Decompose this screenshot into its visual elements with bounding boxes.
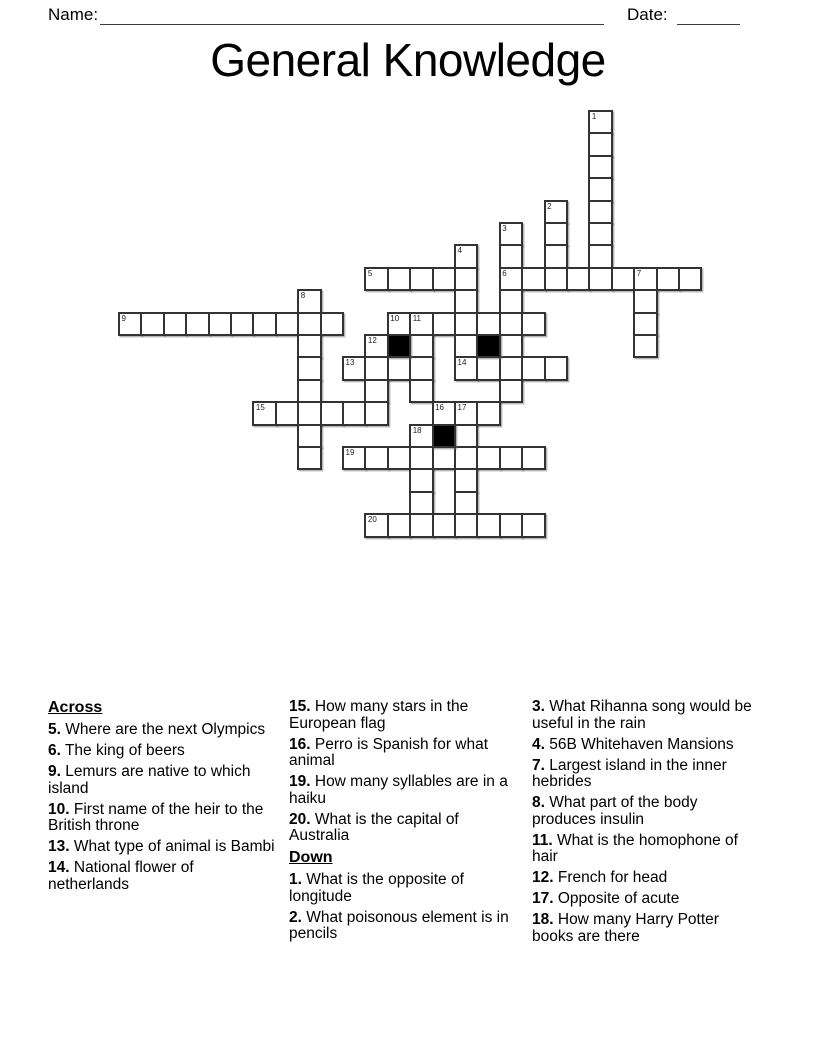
- clue: [289, 699, 517, 732]
- grid-cell-number: 3: [502, 224, 507, 233]
- grid-cell-number: 12: [367, 336, 377, 345]
- grid-cell-number: 15: [255, 403, 265, 413]
- grid-cell-number: 1: [591, 112, 597, 121]
- grid-cell-number: 18: [412, 425, 422, 435]
- grid-cell[interactable]: [387, 312, 411, 336]
- grid-cell[interactable]: [588, 222, 612, 246]
- clue: [48, 743, 276, 760]
- grid-cell[interactable]: [163, 312, 187, 336]
- clue-number: 6.: [48, 742, 61, 759]
- grid-cell-number: 16: [435, 403, 444, 413]
- grid-cell-number: 17: [457, 403, 467, 413]
- grid-cell-number: 19: [345, 448, 355, 457]
- grid-cell[interactable]: [297, 379, 321, 403]
- grid-black-cell: [476, 334, 500, 358]
- clue-text: What Rihanna song would be useful in the rain: [532, 698, 752, 732]
- clue-text: Opposite of acute: [553, 890, 680, 907]
- clue-text: What is the homophone of hair: [532, 831, 738, 865]
- grid-cell[interactable]: [633, 334, 657, 358]
- clue-column-3: [532, 699, 760, 950]
- clue: [289, 872, 517, 905]
- grid-cell[interactable]: [208, 312, 232, 336]
- clue-text: What poisonous element is in pencils: [289, 908, 509, 942]
- clue-number: 14.: [48, 859, 70, 876]
- grid-cell[interactable]: [476, 356, 500, 380]
- clue-text: What is the opposite of longitude: [289, 871, 464, 905]
- clue-text: How many Harry Potter books are there: [532, 911, 719, 945]
- clue: [532, 795, 760, 828]
- clue: [532, 912, 760, 945]
- clue: [532, 833, 760, 866]
- grid-cell[interactable]: [409, 468, 433, 492]
- grid-cell-number: 7: [636, 268, 642, 278]
- grid-cell[interactable]: [432, 267, 456, 291]
- grid-cell[interactable]: [499, 379, 523, 403]
- grid-cell[interactable]: [678, 267, 702, 291]
- grid-cell-number: 4: [457, 246, 462, 256]
- clue-number: 20.: [289, 810, 311, 828]
- grid-cell[interactable]: [499, 222, 523, 246]
- clue-text: Largest island in the inner hebrides: [532, 756, 727, 790]
- grid-cell[interactable]: [364, 267, 388, 291]
- name-blank-line: [100, 4, 604, 25]
- clue-text: Where are the next Olympics: [60, 721, 266, 738]
- grid-cell[interactable]: [633, 289, 657, 313]
- grid-cell[interactable]: [521, 267, 545, 291]
- clue-text: French for head: [553, 869, 668, 886]
- grid-cell[interactable]: [364, 356, 388, 380]
- grid-cell[interactable]: [521, 446, 545, 470]
- grid-cell[interactable]: [364, 513, 388, 537]
- clue-text: What is the capital of Australia: [289, 810, 459, 844]
- clue: [48, 764, 276, 797]
- grid-cell[interactable]: [364, 334, 388, 358]
- grid-cell[interactable]: [387, 356, 411, 380]
- clue-number: 12.: [532, 869, 554, 886]
- date-blank-line: [677, 4, 740, 25]
- grid-cell[interactable]: [387, 513, 411, 537]
- clue-number: 13.: [48, 838, 70, 855]
- grid-cell[interactable]: [185, 312, 209, 336]
- grid-cell[interactable]: [409, 424, 433, 448]
- grid-cell[interactable]: [342, 401, 366, 425]
- clue-number: 18.: [532, 911, 554, 928]
- grid-cell[interactable]: [387, 267, 411, 291]
- grid-cell[interactable]: [566, 267, 590, 291]
- clue: [289, 910, 517, 943]
- clue-number: 1.: [289, 871, 302, 888]
- clue: [48, 802, 276, 835]
- grid-cell[interactable]: [588, 132, 612, 156]
- grid-black-cell: [387, 334, 411, 358]
- clue-number: 9.: [48, 763, 61, 780]
- grid-cell[interactable]: [297, 424, 321, 448]
- grid-cell[interactable]: [252, 312, 276, 336]
- grid-cell[interactable]: [544, 222, 568, 246]
- grid-cell[interactable]: [499, 446, 523, 470]
- clue: [532, 758, 760, 791]
- grid-cell[interactable]: [454, 401, 478, 425]
- clue-number: 5.: [48, 721, 61, 738]
- grid-cell[interactable]: [521, 513, 545, 537]
- grid-cell[interactable]: [252, 401, 276, 425]
- grid-cell-number: 11: [412, 313, 421, 323]
- grid-cell[interactable]: [544, 267, 568, 291]
- grid-cell[interactable]: [544, 200, 568, 224]
- grid-cell[interactable]: [297, 289, 321, 313]
- name-label: Name:: [48, 5, 99, 24]
- grid-cell[interactable]: [409, 356, 433, 380]
- grid-cell[interactable]: [342, 356, 366, 380]
- grid-cell[interactable]: [409, 446, 433, 470]
- clue-text: Perro is Spanish for what animal: [289, 735, 489, 769]
- grid-cell[interactable]: [476, 312, 500, 336]
- grid-cell[interactable]: [320, 312, 344, 336]
- grid-cell[interactable]: [432, 513, 456, 537]
- clue: [532, 699, 760, 732]
- clue: [532, 891, 760, 908]
- grid-cell-number: 5: [367, 268, 373, 278]
- grid-cell[interactable]: [454, 424, 478, 448]
- grid-cell[interactable]: [499, 334, 523, 358]
- grid-black-cell: [432, 424, 456, 448]
- grid-cell[interactable]: [499, 513, 523, 537]
- grid-cell[interactable]: [297, 401, 321, 425]
- date-label: Date:: [627, 5, 668, 24]
- grid-cell[interactable]: [364, 401, 388, 425]
- grid-cell[interactable]: [454, 468, 478, 492]
- down-heading: Down: [289, 849, 333, 866]
- clue-column-2: [289, 699, 517, 947]
- grid-cell[interactable]: [409, 267, 433, 291]
- clue: [289, 737, 517, 770]
- grid-cell[interactable]: [633, 312, 657, 336]
- grid-cell[interactable]: [588, 244, 612, 268]
- grid-cell[interactable]: [297, 356, 321, 380]
- clue-number: 17.: [532, 890, 554, 907]
- clue: [289, 812, 517, 845]
- grid-cell[interactable]: [432, 312, 456, 336]
- grid-cell[interactable]: [140, 312, 164, 336]
- grid-cell[interactable]: [454, 312, 478, 336]
- clue-number: 10.: [48, 800, 70, 818]
- grid-cell[interactable]: [499, 244, 523, 268]
- grid-cell[interactable]: [409, 491, 433, 515]
- clue-number: 3.: [532, 698, 545, 715]
- grid-cell[interactable]: [476, 401, 500, 425]
- clue-number: 16.: [289, 735, 311, 753]
- grid-cell[interactable]: [342, 446, 366, 470]
- grid-cell[interactable]: [364, 379, 388, 403]
- clue-text: How many stars in the European flag: [289, 698, 469, 732]
- grid-cell[interactable]: [409, 334, 433, 358]
- grid-cell[interactable]: [454, 289, 478, 313]
- grid-cell[interactable]: [499, 289, 523, 313]
- grid-cell[interactable]: [454, 446, 478, 470]
- grid-cell-number: 2: [547, 201, 552, 211]
- page-title: General Knowledge: [210, 34, 606, 86]
- grid-cell[interactable]: [454, 267, 478, 291]
- grid-cell[interactable]: [544, 244, 568, 268]
- grid-cell[interactable]: [454, 244, 478, 268]
- clue-text: How many syllables are in a haiku: [289, 773, 508, 807]
- grid-cell[interactable]: [297, 334, 321, 358]
- grid-cell-number: 9: [121, 313, 126, 323]
- grid-cell[interactable]: [230, 312, 254, 336]
- grid-cell[interactable]: [387, 446, 411, 470]
- grid-cell[interactable]: [521, 356, 545, 380]
- grid-cell[interactable]: [454, 356, 478, 380]
- grid-cell[interactable]: [611, 267, 635, 291]
- clue-number: 2.: [289, 908, 302, 926]
- grid-cell-number: 10: [390, 313, 400, 323]
- grid-cell[interactable]: [588, 267, 612, 291]
- clue-number: 15.: [289, 698, 311, 715]
- grid-cell[interactable]: [656, 267, 680, 291]
- grid-cell[interactable]: [521, 312, 545, 336]
- grid-cell[interactable]: [633, 267, 657, 291]
- clue: [48, 860, 276, 893]
- clue-number: 19.: [289, 773, 311, 790]
- grid-cell[interactable]: [499, 356, 523, 380]
- clue-number: 7.: [532, 756, 545, 774]
- clue-column-1: [48, 699, 276, 898]
- grid-cell[interactable]: [454, 491, 478, 515]
- clue-number: 11.: [532, 831, 553, 849]
- grid-cell[interactable]: [275, 312, 299, 336]
- grid-cell[interactable]: [432, 401, 456, 425]
- grid-cell[interactable]: [588, 110, 612, 134]
- grid-cell[interactable]: [297, 312, 321, 336]
- grid-cell[interactable]: [454, 334, 478, 358]
- grid-cell-number: 14: [457, 358, 467, 368]
- clue-text: Lemurs are native to which island: [48, 763, 251, 797]
- grid-cell[interactable]: [588, 177, 612, 201]
- grid-cell[interactable]: [499, 312, 523, 336]
- clue-text: The king of beers: [60, 742, 185, 759]
- grid-cell-number: 13: [345, 358, 355, 368]
- grid-cell[interactable]: [409, 312, 433, 336]
- clue-number: 8.: [532, 794, 545, 811]
- across-heading: Across: [48, 699, 103, 716]
- grid-cell[interactable]: [499, 267, 523, 291]
- grid-cell[interactable]: [364, 446, 388, 470]
- grid-cell[interactable]: [320, 401, 344, 425]
- grid-cell[interactable]: [588, 200, 612, 224]
- grid-cell[interactable]: [409, 513, 433, 537]
- grid-cell[interactable]: [476, 446, 500, 470]
- clue-text: First name of the heir to the British throne: [48, 800, 264, 834]
- grid-cell[interactable]: [118, 312, 142, 336]
- grid-cell-number: 8: [300, 291, 306, 301]
- grid-cell[interactable]: [409, 379, 433, 403]
- clue-text: National flower of netherlands: [48, 859, 194, 893]
- grid-cell[interactable]: [476, 513, 500, 537]
- grid-cell[interactable]: [275, 401, 299, 425]
- clue: [532, 737, 760, 754]
- clue-number: 4.: [532, 735, 545, 753]
- grid-cell[interactable]: [432, 446, 456, 470]
- clue: [48, 839, 276, 856]
- clue-text: What type of animal is Bambi: [69, 838, 275, 855]
- clue: [532, 870, 760, 887]
- clue: [289, 774, 517, 807]
- grid-cell[interactable]: [544, 356, 568, 380]
- clue-text: What part of the body produces insulin: [532, 794, 698, 828]
- clue: [48, 722, 276, 739]
- grid-cell[interactable]: [588, 155, 612, 179]
- grid-cell[interactable]: [297, 446, 321, 470]
- grid-cell[interactable]: [454, 513, 478, 537]
- clue-text: 56B Whitehaven Mansions: [544, 735, 734, 753]
- grid-cell-number: 20: [367, 515, 377, 525]
- grid-cell-number: 6: [502, 268, 507, 278]
